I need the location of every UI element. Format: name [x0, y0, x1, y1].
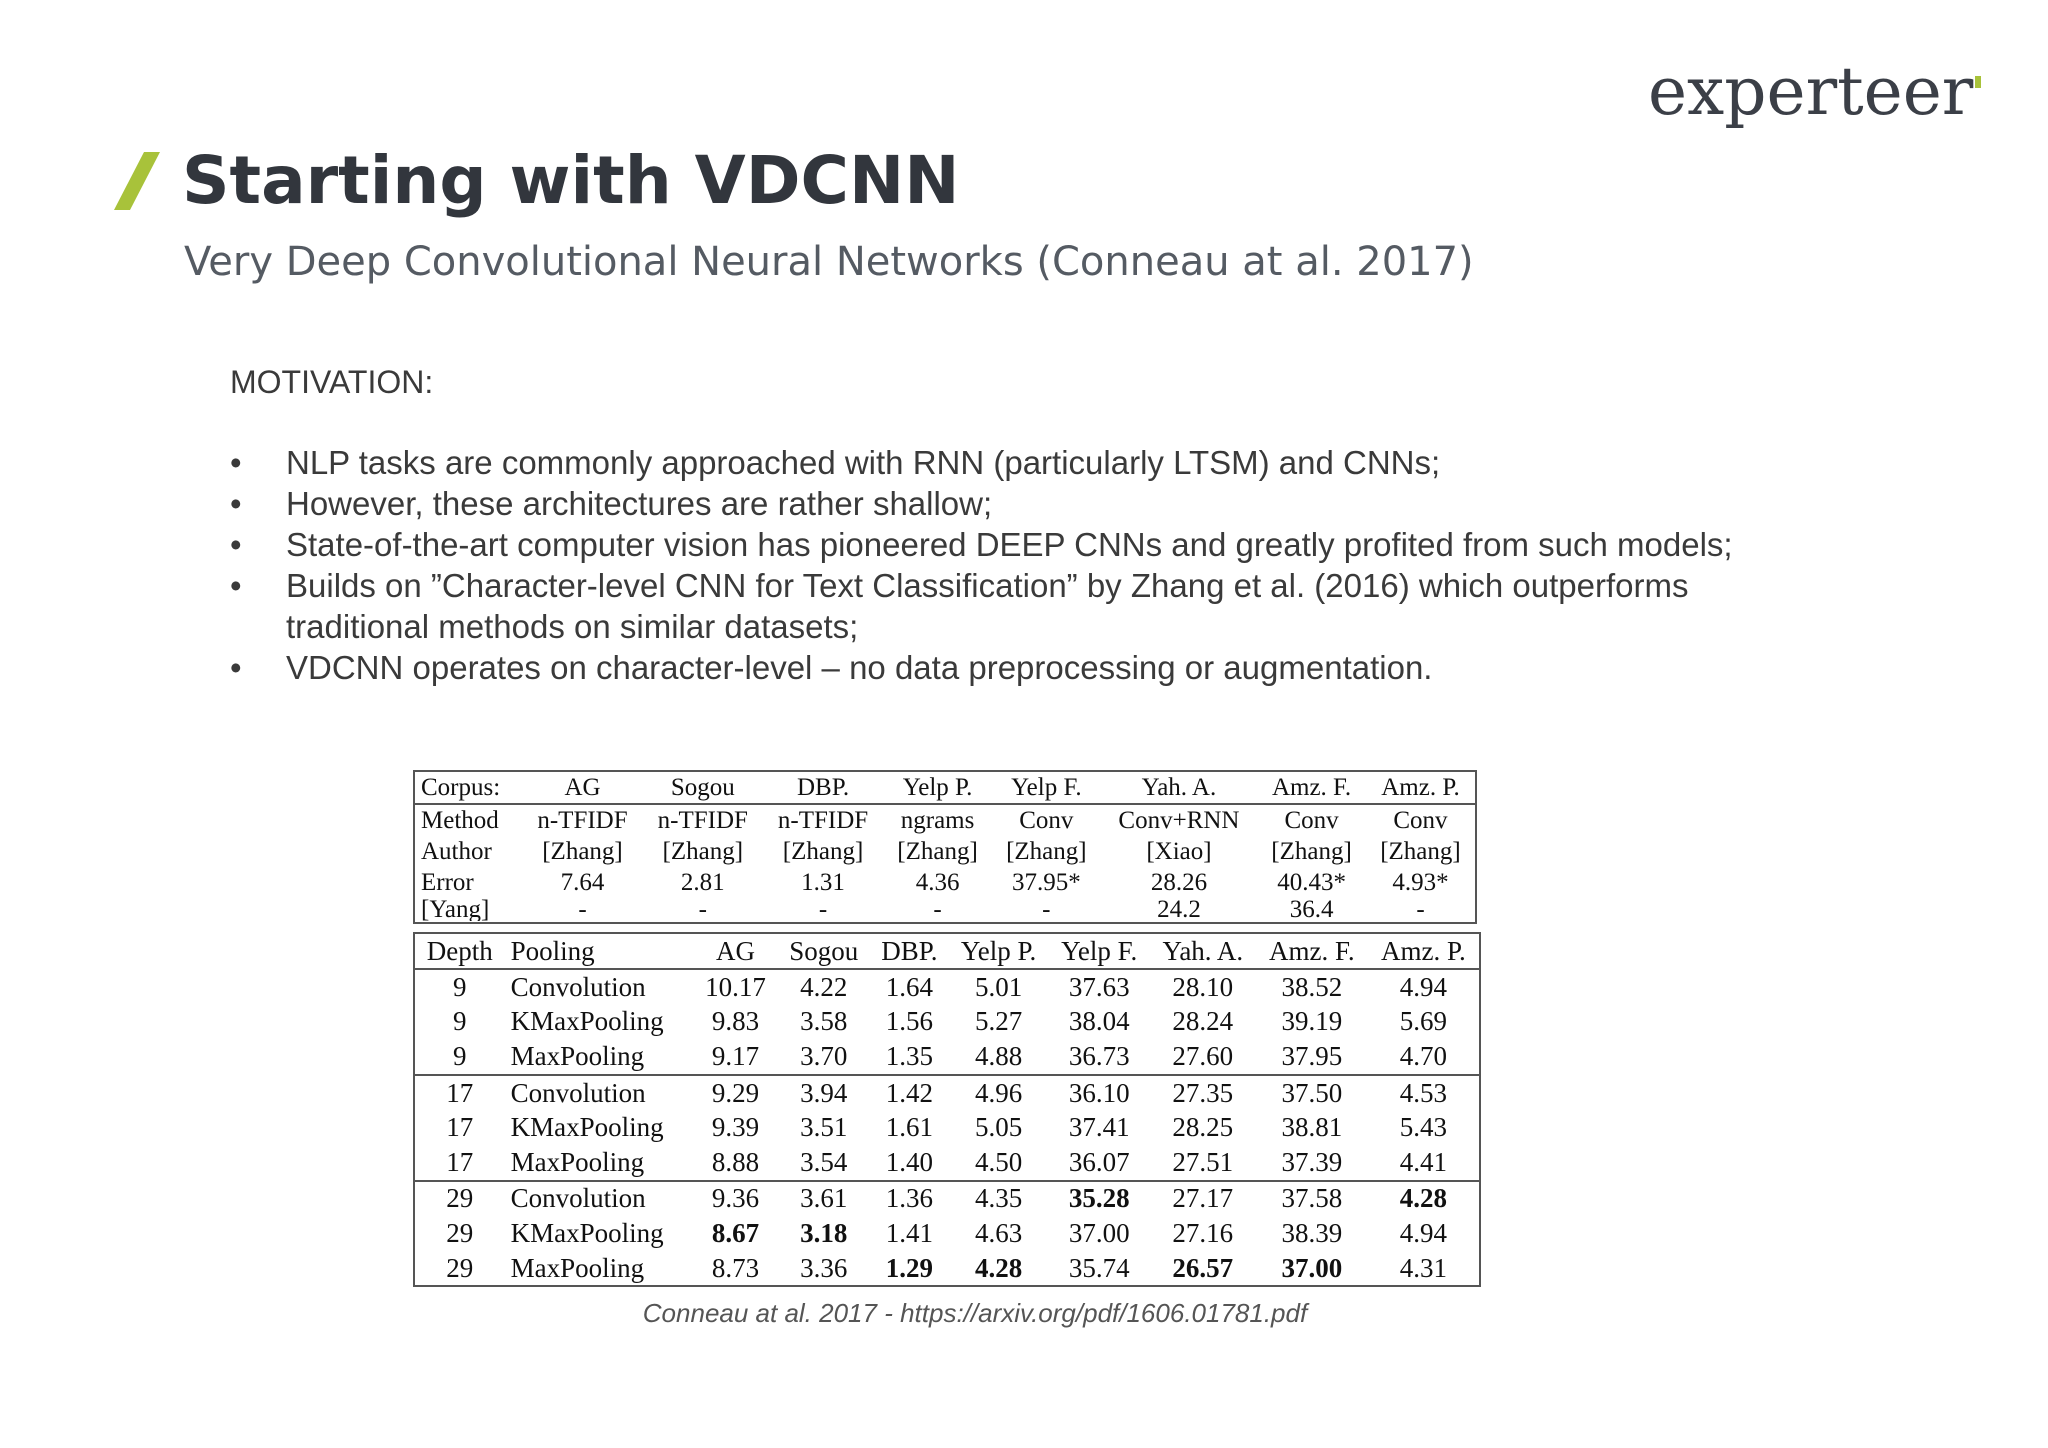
results-cell: 4.94 — [1399, 971, 1448, 1002]
figure-caption: Conneau at al. 2017 - https://arxiv.org/pdf/1606.01781.pdf — [642, 1298, 1308, 1328]
baseline-cell-text: - — [698, 899, 707, 921]
baseline-cell: [Zhang] — [1380, 837, 1461, 865]
baseline-cell: Amz. F. — [1257, 771, 1366, 804]
best-result-value: 35.28 — [1068, 1183, 1130, 1214]
results-cell: 17 — [414, 1075, 505, 1111]
results-cell: KMaxPooling — [510, 1112, 664, 1143]
results-cell: 27.51 — [1172, 1146, 1234, 1177]
baseline-cell: 2.81 — [680, 868, 725, 896]
results-cell: 28.10 — [1172, 971, 1234, 1002]
bullet-marker: • — [230, 526, 242, 563]
results-cell: 27.16 — [1172, 1217, 1234, 1248]
results-column-header: AG — [694, 933, 777, 969]
baseline-cell-text: - — [933, 899, 942, 921]
baseline-cell: Yelp P. — [883, 771, 992, 804]
results-cell: 4.63 — [974, 1217, 1023, 1248]
best-result-value: 26.57 — [1172, 1252, 1234, 1283]
results-cell: 9.36 — [694, 1181, 777, 1217]
results-cell: 1.64 — [885, 971, 933, 1002]
results-cell: 3.70 — [800, 1040, 848, 1071]
baseline-cell: 4.36 — [915, 868, 960, 896]
logo-text: experteer — [1648, 53, 1974, 130]
baseline-cell: [Zhang] — [782, 837, 864, 865]
results-cell: 29 — [446, 1217, 474, 1248]
baseline-cell: 37.95* — [1011, 868, 1081, 896]
results-cell: 17 — [446, 1146, 474, 1177]
results-row — [414, 1039, 1480, 1075]
baseline-cell: Yah. A. — [1101, 771, 1257, 804]
slide-title: Starting with VDCNN — [182, 142, 960, 219]
results-cell: 1.35 — [885, 1040, 933, 1071]
baseline-cell: Corpus: — [414, 771, 522, 804]
baseline-cell: ngrams — [900, 806, 975, 834]
results-cell — [777, 1216, 870, 1251]
results-cell — [1150, 1251, 1256, 1287]
baseline-row — [414, 867, 1476, 898]
logo-accent-mark — [1975, 76, 1981, 88]
results-figure — [413, 770, 1481, 1287]
bullet-item — [230, 565, 1790, 647]
best-result-value: 4.28 — [974, 1252, 1023, 1283]
results-cell: 1.42 — [870, 1075, 948, 1111]
results-cell: 9 — [453, 971, 467, 1002]
bullet-text: However, these architectures are rather shallow; — [286, 485, 993, 522]
results-cell: 4.96 — [949, 1075, 1049, 1111]
bullet-marker: • — [230, 649, 242, 686]
bullet-text: NLP tasks are commonly approached with RNN (particularly LTSM) and CNNs; — [286, 444, 1441, 481]
results-cell: 1.61 — [885, 1112, 933, 1143]
results-cell: 3.51 — [800, 1112, 848, 1143]
results-row — [414, 969, 1480, 1005]
results-cell: 17 — [446, 1112, 474, 1143]
baseline-cell — [522, 898, 642, 923]
results-cell: 9.17 — [711, 1040, 760, 1071]
baseline-cell — [992, 898, 1101, 923]
results-cell: 37.58 — [1256, 1181, 1368, 1217]
results-cell: 27.17 — [1150, 1181, 1256, 1217]
vdcnn-results-table — [413, 932, 1481, 1287]
results-cell: 4.70 — [1399, 1040, 1448, 1071]
baseline-row — [414, 898, 1476, 923]
results-cell: 3.61 — [777, 1181, 870, 1217]
results-cell: Convolution — [510, 971, 646, 1002]
results-cell: 5.27 — [974, 1006, 1023, 1037]
results-cell: 36.07 — [1068, 1146, 1130, 1177]
results-column-header: DBP. — [870, 933, 948, 969]
baseline-cell: AG — [522, 771, 642, 804]
results-cell: 5.43 — [1399, 1112, 1448, 1143]
baseline-cell: n-TFIDF — [657, 806, 748, 834]
bullet-marker: • — [230, 485, 242, 522]
experteer-logo — [1648, 52, 1988, 132]
results-cell: 5.05 — [974, 1112, 1023, 1143]
results-cell — [870, 1251, 948, 1287]
results-row — [414, 1005, 1480, 1040]
baseline-cell: Author — [421, 837, 492, 865]
results-cell: 35.74 — [1068, 1252, 1130, 1283]
results-cell: 4.94 — [1399, 1217, 1448, 1248]
baseline-cell — [414, 898, 522, 923]
baseline-cell: 28.26 — [1150, 868, 1208, 896]
bullet-item — [230, 647, 1790, 688]
results-cell: 27.60 — [1172, 1040, 1234, 1071]
results-cell: 3.94 — [777, 1075, 870, 1111]
results-cell: Convolution — [505, 1181, 694, 1217]
baseline-cell: Conv+RNN — [1118, 806, 1240, 834]
results-cell: 38.04 — [1068, 1006, 1130, 1037]
baseline-cell-text: - — [1042, 899, 1051, 921]
results-cell — [694, 1216, 777, 1251]
baseline-cell: [Zhang] — [1271, 837, 1352, 865]
baseline-cell: [Zhang] — [542, 837, 623, 865]
baseline-cell: Amz. P. — [1366, 771, 1476, 804]
results-column-header: Amz. P. — [1368, 933, 1480, 969]
results-cell: 10.17 — [705, 971, 766, 1002]
results-cell: 28.24 — [1172, 1006, 1234, 1037]
results-cell — [949, 1251, 1049, 1287]
motivation-bullet-list — [230, 442, 1790, 688]
baseline-cell: DBP. — [763, 771, 883, 804]
best-result-value: 1.29 — [885, 1252, 933, 1283]
bullet-text: VDCNN operates on character-level – no data preprocessing or augmentation. — [286, 649, 1433, 686]
results-column-header: Depth — [414, 933, 505, 969]
baseline-cell: Conv — [1284, 806, 1339, 834]
results-cell: MaxPooling — [510, 1252, 645, 1283]
results-row — [414, 1110, 1480, 1145]
baseline-cell-text: - — [818, 899, 828, 921]
results-column-header: Yelp F. — [1049, 933, 1150, 969]
results-cell: 38.81 — [1281, 1112, 1343, 1143]
results-cell: 4.22 — [800, 971, 848, 1002]
results-cell: 36.10 — [1049, 1075, 1150, 1111]
baseline-cell-text: [Yang] — [421, 899, 490, 921]
best-result-value: 8.67 — [711, 1217, 760, 1248]
results-cell: 1.40 — [885, 1146, 933, 1177]
results-cell: 38.52 — [1281, 971, 1343, 1002]
baseline-cell: Conv — [1019, 806, 1074, 834]
results-cell: 4.35 — [949, 1181, 1049, 1217]
results-column-header: Sogou — [777, 933, 870, 969]
baseline-cell: n-TFIDF — [537, 806, 628, 834]
results-cell: 37.41 — [1068, 1112, 1130, 1143]
baseline-cell: [Zhang] — [662, 837, 744, 865]
baseline-row — [414, 836, 1476, 867]
results-cell — [1368, 1181, 1480, 1217]
motivation-label: MOTIVATION: — [230, 364, 434, 400]
results-cell: 1.41 — [885, 1217, 933, 1248]
results-cell: 37.50 — [1256, 1075, 1368, 1111]
results-cell: KMaxPooling — [510, 1217, 664, 1248]
bullet-item — [230, 442, 1790, 483]
results-cell: 5.01 — [974, 971, 1023, 1002]
baseline-cell — [883, 898, 992, 923]
baseline-cell: n-TFIDF — [777, 806, 869, 834]
baseline-cell — [1366, 898, 1476, 923]
baseline-cell: Error — [421, 868, 474, 896]
results-cell: 1.36 — [870, 1181, 948, 1217]
results-cell: 37.63 — [1068, 971, 1130, 1002]
results-cell — [1049, 1181, 1150, 1217]
best-result-value: 3.18 — [800, 1217, 848, 1248]
results-cell: 1.56 — [885, 1006, 933, 1037]
results-cell: 37.39 — [1281, 1146, 1343, 1177]
slide-subtitle: Very Deep Convolutional Neural Networks (Conneau at al. 2017) — [184, 239, 1474, 285]
results-cell: 28.25 — [1172, 1112, 1234, 1143]
results-cell: 29 — [414, 1181, 505, 1217]
results-cell: 9.29 — [694, 1075, 777, 1111]
results-cell: 9 — [453, 1006, 467, 1037]
results-cell: 37.00 — [1068, 1217, 1130, 1248]
results-column-header: Pooling — [505, 933, 694, 969]
results-cell: 37.95 — [1281, 1040, 1343, 1071]
baseline-row — [414, 771, 1476, 804]
title-slash-icon — [114, 152, 160, 210]
baseline-table — [413, 770, 1477, 924]
baseline-cell — [763, 898, 883, 923]
baseline-cell: 7.64 — [560, 868, 605, 896]
baseline-cell: Yelp F. — [992, 771, 1101, 804]
results-cell: 8.73 — [711, 1252, 760, 1283]
results-cell: 27.35 — [1150, 1075, 1256, 1111]
results-cell: 3.58 — [800, 1006, 848, 1037]
best-result-value: 37.00 — [1281, 1252, 1343, 1283]
baseline-cell: 1.31 — [801, 868, 845, 896]
results-cell: MaxPooling — [510, 1040, 645, 1071]
baseline-cell: 4.93* — [1392, 868, 1449, 896]
results-row — [414, 1216, 1480, 1251]
results-column-header: Amz. F. — [1256, 933, 1368, 969]
results-column-header: Yah. A. — [1150, 933, 1256, 969]
results-cell: 9.83 — [711, 1006, 760, 1037]
baseline-cell — [1257, 898, 1366, 923]
results-cell: 3.36 — [800, 1252, 848, 1283]
baseline-cell — [643, 898, 763, 923]
results-cell: 5.69 — [1399, 1006, 1448, 1037]
results-cell: 38.39 — [1281, 1217, 1343, 1248]
baseline-cell-text: - — [578, 899, 587, 921]
baseline-cell: Sogou — [643, 771, 763, 804]
results-column-header: Yelp P. — [949, 933, 1049, 969]
results-row — [414, 1251, 1480, 1287]
baseline-cell-text: - — [1416, 899, 1425, 921]
bullet-marker: • — [230, 567, 242, 604]
baseline-cell-text: 24.2 — [1157, 899, 1201, 921]
results-cell: 9 — [453, 1040, 467, 1071]
results-cell: KMaxPooling — [510, 1006, 664, 1037]
baseline-cell — [1101, 898, 1257, 923]
baseline-cell: [Zhang] — [1006, 837, 1087, 865]
best-result-value: 4.28 — [1399, 1183, 1448, 1214]
baseline-cell: Conv — [1393, 806, 1448, 834]
results-cell: 39.19 — [1281, 1006, 1343, 1037]
results-cell: 29 — [446, 1252, 474, 1283]
baseline-cell-text: 36.4 — [1289, 899, 1334, 921]
results-cell — [1256, 1251, 1368, 1287]
bullet-marker: • — [230, 444, 242, 481]
results-cell: 4.88 — [974, 1040, 1023, 1071]
baseline-cell: Method — [421, 806, 499, 834]
results-cell: 4.50 — [974, 1146, 1023, 1177]
results-cell: 4.41 — [1399, 1146, 1448, 1177]
bullet-item — [230, 483, 1790, 524]
results-row — [414, 1075, 1480, 1111]
bullet-text: Builds on ”Character-level CNN for Text Classification” by Zhang et al. (2016) which outperforms traditional methods on similar datasets; — [286, 567, 1689, 645]
results-cell: 8.88 — [711, 1146, 760, 1177]
results-cell: 9.39 — [711, 1112, 760, 1143]
results-cell: 3.54 — [800, 1146, 848, 1177]
results-cell: MaxPooling — [510, 1146, 645, 1177]
baseline-cell: [Xiao] — [1146, 837, 1212, 865]
results-cell: 36.73 — [1068, 1040, 1130, 1071]
bullet-item — [230, 524, 1790, 565]
bullet-text: State-of-the-art computer vision has pioneered DEEP CNNs and greatly profited from such models; — [286, 526, 1733, 563]
results-row — [414, 1145, 1480, 1181]
results-cell: 4.31 — [1399, 1252, 1448, 1283]
results-cell: 4.53 — [1368, 1075, 1480, 1111]
baseline-cell: 40.43* — [1277, 868, 1346, 896]
results-cell: Convolution — [505, 1075, 694, 1111]
results-row — [414, 1181, 1480, 1217]
baseline-row — [414, 804, 1476, 836]
baseline-cell: [Zhang] — [897, 837, 978, 865]
